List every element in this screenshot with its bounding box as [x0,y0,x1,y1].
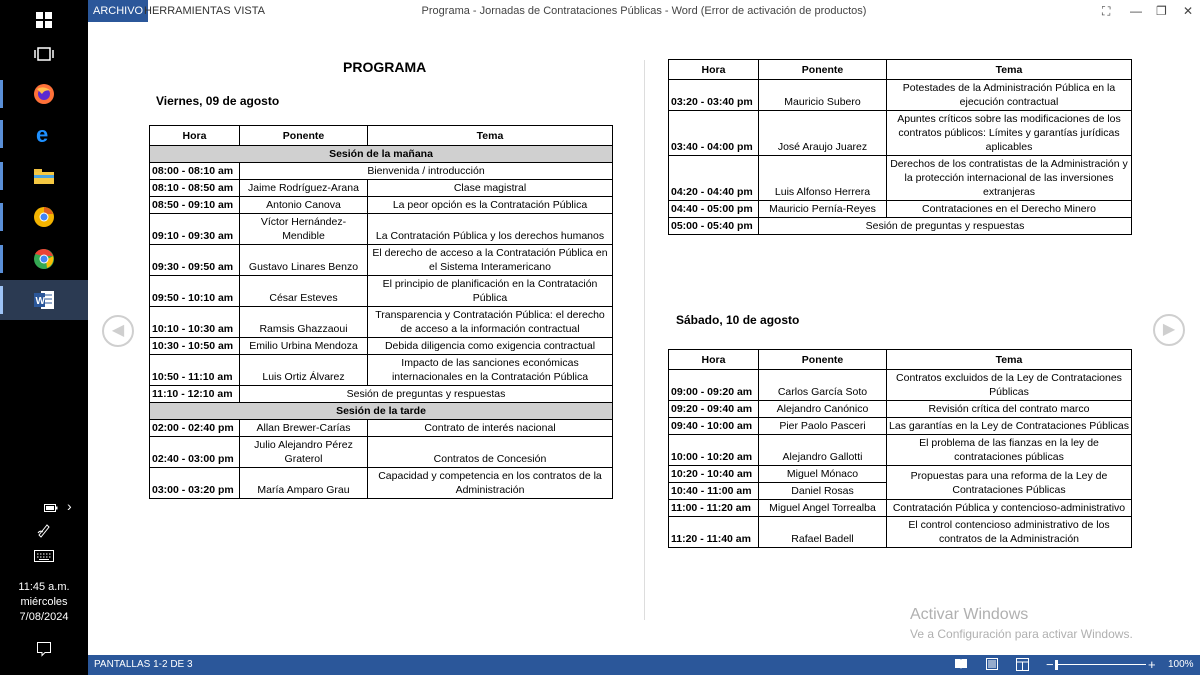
table-row [669,500,1132,517]
chevron-right-icon[interactable]: › [67,498,72,514]
next-screen-button[interactable] [1153,314,1185,346]
cell-tema: Bienvenida / introducción [240,163,613,180]
cell-hora: 04:40 - 05:00 pm [669,201,759,218]
zoom-level[interactable]: 100% [1168,659,1194,670]
table-row [669,156,1132,201]
cell-hora: 05:00 - 05:40 pm [669,218,759,235]
cell-ponente: Mauricio Subero [759,80,887,111]
svg-text:W: W [35,296,45,307]
cell-tema: La peor opción es la Contratación Pública [368,197,613,214]
table-row [669,435,1132,466]
cell-ponente: Gustavo Linares Benzo [240,245,368,276]
svg-text:e: e [36,123,49,145]
minimize-button[interactable]: — [1130,4,1142,18]
table-row [150,355,613,386]
cell-hora: 09:30 - 09:50 am [150,245,240,276]
table-row [669,418,1132,435]
cell-tema: Contratos de Concesión [368,437,613,468]
header-ponente: Ponente [759,350,887,370]
schedule-table-friday-afternoon [668,59,1132,235]
chevron-left-icon: ◀ [111,322,125,339]
zoom-slider-track[interactable] [1058,664,1146,665]
day-heading: Viernes, 09 de agosto [156,94,280,108]
web-layout-icon[interactable] [1016,658,1029,672]
read-mode-icon[interactable] [954,658,968,672]
cell-tema: Sesión de preguntas y respuestas [759,218,1132,235]
cell-tema: Contratos excluidos de la Ley de Contrataciones Públicas [887,370,1132,401]
schedule-table-saturday [668,349,1132,548]
table-row [150,307,613,338]
activation-watermark-subtitle: Ve a Configuración para activar Windows. [910,627,1133,641]
running-indicator [0,203,3,231]
cell-tema: Impacto de las sanciones económicas internacionales en la Contratación Pública [368,355,613,386]
cell-hora: 08:00 - 08:10 am [150,163,240,180]
clock-day: miércoles [20,596,68,608]
zoom-slider-thumb[interactable] [1055,660,1058,670]
task-view-icon[interactable] [0,34,88,74]
header-tema: Tema [887,60,1132,80]
prev-screen-button[interactable] [102,315,134,347]
cell-tema: El derecho de acceso a la Contratación Pública en el Sistema Interamericano [368,245,613,276]
cell-ponente: Alejandro Gallotti [759,435,887,466]
cell-hora: 10:00 - 10:20 am [669,435,759,466]
firefox-icon[interactable] [0,74,88,114]
cell-ponente: Daniel Rosas [759,483,887,500]
tab-vista[interactable]: VISTA [234,5,265,17]
session-row [150,403,613,420]
session-label: Sesión de la mañana [150,146,613,163]
cell-tema: La Contratación Pública y los derechos humanos [368,214,613,245]
running-indicator [0,245,3,273]
status-bar [88,655,1200,675]
chrome-canary-icon[interactable] [0,197,88,237]
cell-ponente: María Amparo Grau [240,468,368,499]
cell-tema: Transparencia y Contratación Pública: el derecho de acceso a la información contractual [368,307,613,338]
cell-tema: Revisión crítica del contrato marco [887,401,1132,418]
print-layout-icon[interactable] [986,658,998,672]
cell-tema: Contrataciones en el Derecho Minero [887,201,1132,218]
cell-hora: 10:40 - 11:00 am [669,483,759,500]
table-row [150,420,613,437]
table-row [669,111,1132,156]
cell-tema: El principio de planificación en la Contratación Pública [368,276,613,307]
table-row [150,180,613,197]
header-tema: Tema [368,126,613,146]
cell-tema: Capacidad y competencia en los contratos de la Administración [368,468,613,499]
cell-ponente: Antonio Canova [240,197,368,214]
table-row [150,338,613,355]
cell-tema: Derechos de los contratistas de la Administración y la protección internacional de las inversiones extranjeras [887,156,1132,201]
table-row [669,370,1132,401]
table-row [150,163,613,180]
cell-ponente: José Araujo Juarez [759,111,887,156]
table-row [150,386,613,403]
cell-ponente: Luis Ortiz Álvarez [240,355,368,386]
session-label: Sesión de la tarde [150,403,613,420]
cell-hora: 11:00 - 11:20 am [669,500,759,517]
taskbar [0,0,88,675]
cell-tema: Sesión de preguntas y respuestas [240,386,613,403]
cell-hora: 10:30 - 10:50 am [150,338,240,355]
page-title: PROGRAMA [343,59,427,75]
table-row [150,214,613,245]
table-row [669,80,1132,111]
ribbon-bar [88,0,1200,22]
edge-icon[interactable] [0,114,88,154]
header-hora: Hora [669,60,759,80]
zoom-in-button[interactable]: + [1148,657,1156,672]
cell-ponente: Carlos García Soto [759,370,887,401]
cell-hora: 03:40 - 04:00 pm [669,111,759,156]
table-row [150,197,613,214]
cell-tema: Clase magistral [368,180,613,197]
cell-tema: Apuntes críticos sobre las modificaciones de los contratos públicos: Límites y garantías jurídicas aplicables [887,111,1132,156]
schedule-table-friday-morning [149,125,613,499]
chrome-icon[interactable] [0,239,88,279]
cell-ponente: Ramsis Ghazzaoui [240,307,368,338]
cell-hora: 09:40 - 10:00 am [669,418,759,435]
cell-hora: 08:50 - 09:10 am [150,197,240,214]
cell-tema: Contrato de interés nacional [368,420,613,437]
word-icon[interactable] [0,280,88,320]
window-title: Programa - Jornadas de Contrataciones Públicas - Word (Error de activación de productos) [421,5,867,17]
cell-hora: 09:50 - 10:10 am [150,276,240,307]
cell-ponente: Allan Brewer-Carías [240,420,368,437]
cell-ponente: Víctor Hernández-Mendible [240,214,368,245]
cell-ponente: Miguel Angel Torrealba [759,500,887,517]
header-hora: Hora [669,350,759,370]
clock-date: 7/08/2024 [19,611,69,623]
cell-hora: 10:10 - 10:30 am [150,307,240,338]
file-explorer-icon[interactable] [0,156,88,196]
table-row [669,218,1132,235]
table-row [150,468,613,499]
session-row [150,146,613,163]
cell-hora: 03:00 - 03:20 pm [150,468,240,499]
cell-hora: 02:00 - 02:40 pm [150,420,240,437]
cell-ponente: Rafael Badell [759,517,887,548]
keyboard-icon[interactable] [0,549,88,565]
table-row [150,245,613,276]
tab-archivo[interactable]: ARCHIVO [88,0,148,22]
running-indicator [0,286,3,314]
running-indicator [0,80,3,108]
taskbar-clock[interactable] [0,580,88,625]
cell-hora: 02:40 - 03:00 pm [150,437,240,468]
cell-ponente: Pier Paolo Pasceri [759,418,887,435]
cell-ponente: Emilio Urbina Mendoza [240,338,368,355]
table-row [150,437,613,468]
header-ponente: Ponente [240,126,368,146]
cell-tema: Potestades de la Administración Pública en la ejecución contractual [887,80,1132,111]
cell-tema: Las garantías en la Ley de Contrataciones Públicas [887,418,1132,435]
cell-hora: 09:20 - 09:40 am [669,401,759,418]
cell-hora: 11:20 - 11:40 am [669,517,759,548]
cell-ponente: César Esteves [240,276,368,307]
table-row [669,517,1132,548]
pen-icon[interactable] [0,522,88,541]
close-button[interactable]: ✕ [1183,4,1194,18]
table-row [150,276,613,307]
table-row [669,201,1132,218]
restore-button[interactable]: ❐ [1156,4,1167,18]
fullscreen-icon[interactable]: ⛶ [1102,4,1111,18]
cell-tema: El problema de las fianzas en la ley de contrataciones públicas [887,435,1132,466]
cell-ponente: Julio Alejandro Pérez Graterol [240,437,368,468]
cell-ponente: Mauricio Pernía-Reyes [759,201,887,218]
running-indicator [0,120,3,148]
clock-time: 11:45 a.m. [18,581,70,593]
cell-ponente: Luis Alfonso Herrera [759,156,887,201]
cell-ponente: Jaime Rodríguez-Arana [240,180,368,197]
battery-icon[interactable] [44,500,58,516]
cell-hora: 11:10 - 12:10 am [150,386,240,403]
day2-heading: Sábado, 10 de agosto [676,313,800,327]
header-hora: Hora [150,126,240,146]
notifications-icon[interactable] [0,641,88,660]
page-counter: PANTALLAS 1-2 DE 3 [94,659,193,670]
running-indicator [0,162,3,190]
page-divider [644,60,645,620]
cell-ponente: Miguel Mónaco [759,466,887,483]
table-row [669,466,1132,483]
activation-watermark-title: Activar Windows [910,606,1029,623]
cell-hora: 09:10 - 09:30 am [150,214,240,245]
cell-hora: 08:10 - 08:50 am [150,180,240,197]
cell-tema: El control contencioso administrativo de los contratos de la Administración [887,517,1132,548]
chevron-right-icon: ▶ [1162,321,1176,338]
cell-tema: Contratación Pública y contencioso-administrativo [887,500,1132,517]
cell-hora: 03:20 - 03:40 pm [669,80,759,111]
cell-tema: Propuestas para una reforma de la Ley de Contrataciones Públicas [887,466,1132,500]
table-row [669,401,1132,418]
cell-tema: Debida diligencia como exigencia contractual [368,338,613,355]
cell-hora: 04:20 - 04:40 pm [669,156,759,201]
zoom-out-button[interactable]: − [1046,657,1054,672]
header-tema: Tema [887,350,1132,370]
cell-hora: 10:50 - 11:10 am [150,355,240,386]
cell-ponente: Alejandro Canónico [759,401,887,418]
cell-hora: 10:20 - 10:40 am [669,466,759,483]
tab-herramientas[interactable]: HERRAMIENTAS [144,5,231,17]
cell-hora: 09:00 - 09:20 am [669,370,759,401]
header-ponente: Ponente [759,60,887,80]
